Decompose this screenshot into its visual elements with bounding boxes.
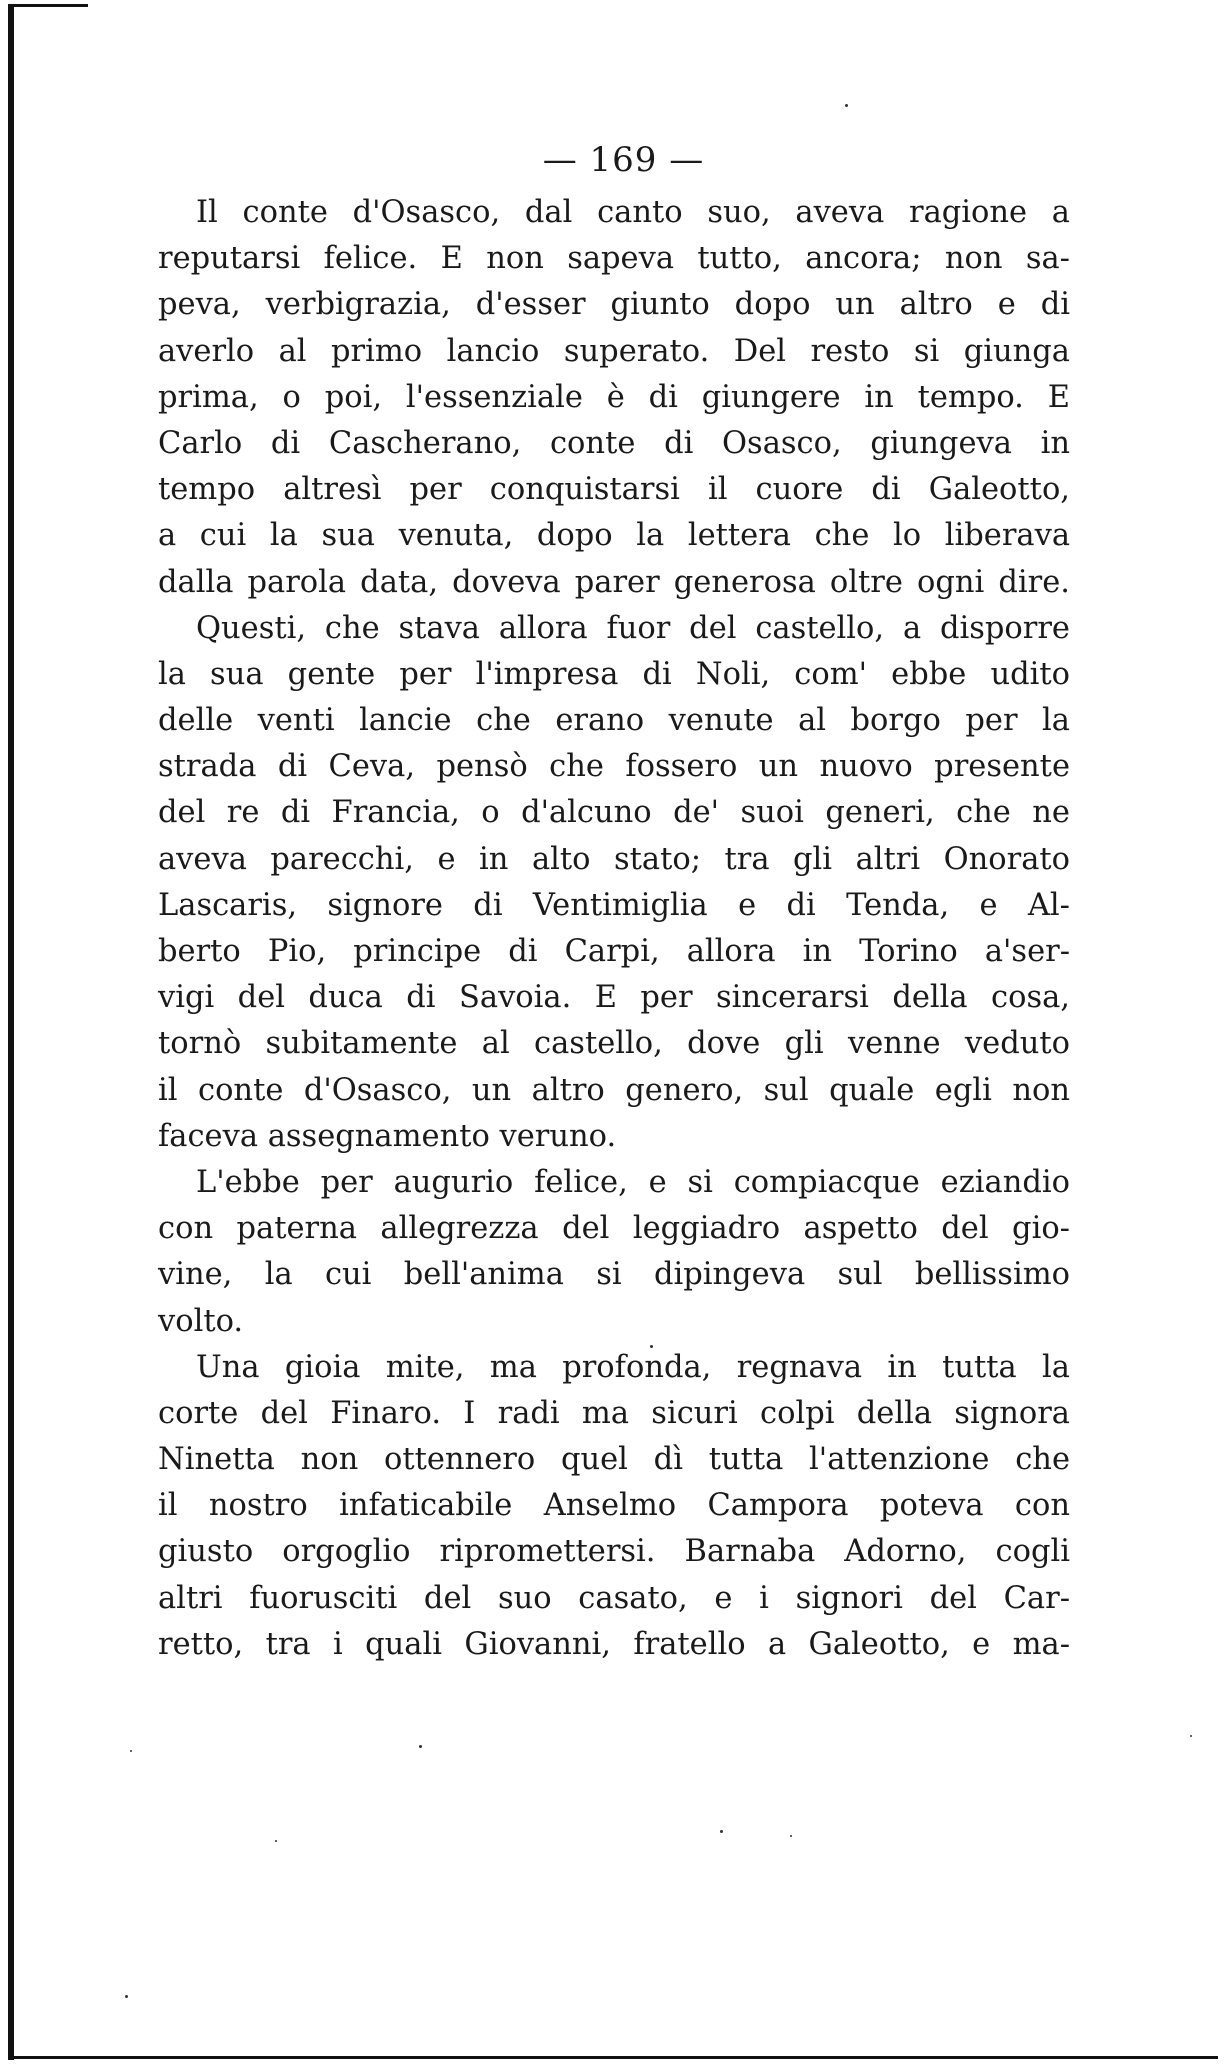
text-line: delle venti lancie che erano venute al borgo per la bbox=[158, 703, 1070, 739]
text-line: peva, verbigrazia, d'esser giunto dopo un altro e di bbox=[158, 287, 1070, 323]
text-line: aveva parecchi, e in alto stato; tra gli altri Onorato bbox=[158, 841, 1070, 877]
text-line: Ninetta non ottennero quel dì tutta l'attenzione che bbox=[158, 1442, 1070, 1478]
text-line: tempo altresì per conquistarsi il cuore di Galeotto, bbox=[158, 472, 1070, 508]
page-edge-top bbox=[8, 4, 88, 7]
text-line: Il conte d'Osasco, dal canto suo, aveva ragione a bbox=[196, 195, 1070, 230]
text-line: Questi, che stava allora fuor del castello, a disporre bbox=[196, 610, 1070, 646]
scan-speck bbox=[650, 1345, 653, 1348]
text-line: Una gioia mite, ma profonda, regnava in tutta la bbox=[196, 1349, 1070, 1385]
text-line: volto. bbox=[158, 1303, 244, 1339]
text-line: la sua gente per l'impresa di Noli, com' ebbe udito bbox=[158, 656, 1070, 692]
text-line: altri fuorusciti del suo casato, e i signori del Car- bbox=[158, 1580, 1070, 1616]
text-line: del re di Francia, o d'alcuno de' suoi generi, che ne bbox=[158, 795, 1070, 831]
page-edge-left bbox=[8, 4, 14, 2060]
text-line: retto, tra i quali Giovanni, fratello a Galeotto, e ma- bbox=[158, 1626, 1070, 1662]
text-line: dalla parola data, doveva parer generosa oltre ogni dire. bbox=[158, 564, 1070, 600]
text-line: vine, la cui bell'anima si dipingeva sul bellissimo bbox=[158, 1257, 1070, 1293]
text-line: prima, o poi, l'essenziale è di giungere in tempo. E bbox=[158, 379, 1070, 415]
text-line: strada di Ceva, pensò che fossero un nuovo presente bbox=[158, 749, 1070, 785]
text-line: Lascaris, signore di Ventimiglia e di Tenda, e Al- bbox=[158, 887, 1070, 923]
scan-speck bbox=[720, 1830, 723, 1833]
scan-speck bbox=[275, 1840, 277, 1842]
text-line: Carlo di Cascherano, conte di Osasco, giungeva in bbox=[158, 425, 1070, 461]
scan-speck bbox=[419, 1745, 422, 1748]
text-line: tornò subitamente al castello, dove gli venne veduto bbox=[158, 1026, 1070, 1062]
page-number: — 169 — bbox=[542, 140, 705, 180]
text-line: giusto orgoglio ripromettersi. Barnaba Adorno, cogli bbox=[158, 1534, 1070, 1570]
text-line: corte del Finaro. I radi ma sicuri colpi della signora bbox=[158, 1395, 1070, 1431]
text-line: faceva assegnamento veruno. bbox=[158, 1118, 617, 1154]
scan-speck bbox=[790, 1835, 792, 1837]
scan-speck bbox=[845, 104, 848, 107]
text-line: a cui la sua venuta, dopo la lettera che lo liberava bbox=[158, 518, 1070, 554]
text-line: L'ebbe per augurio felice, e si compiacque eziandio bbox=[196, 1164, 1070, 1200]
text-line: berto Pio, principe di Carpi, allora in Torino a'ser- bbox=[158, 934, 1070, 969]
scan-speck bbox=[1190, 1735, 1192, 1737]
body-text bbox=[158, 190, 1070, 1668]
text-line: vigi del duca di Savoia. E per sincerarsi della cosa, bbox=[158, 980, 1070, 1016]
text-line: averlo al primo lancio superato. Del resto si giunga bbox=[158, 333, 1070, 369]
page-edge-bottom bbox=[8, 2056, 1218, 2059]
scan-speck bbox=[125, 1995, 128, 1998]
scan-speck bbox=[130, 1750, 132, 1752]
text-line: con paterna allegrezza del leggiadro aspetto del gio- bbox=[158, 1211, 1070, 1247]
text-line: il nostro infaticabile Anselmo Campora poteva con bbox=[158, 1488, 1070, 1524]
text-line: il conte d'Osasco, un altro genero, sul quale egli non bbox=[158, 1072, 1070, 1108]
text-line: reputarsi felice. E non sapeva tutto, ancora; non sa- bbox=[158, 241, 1070, 277]
